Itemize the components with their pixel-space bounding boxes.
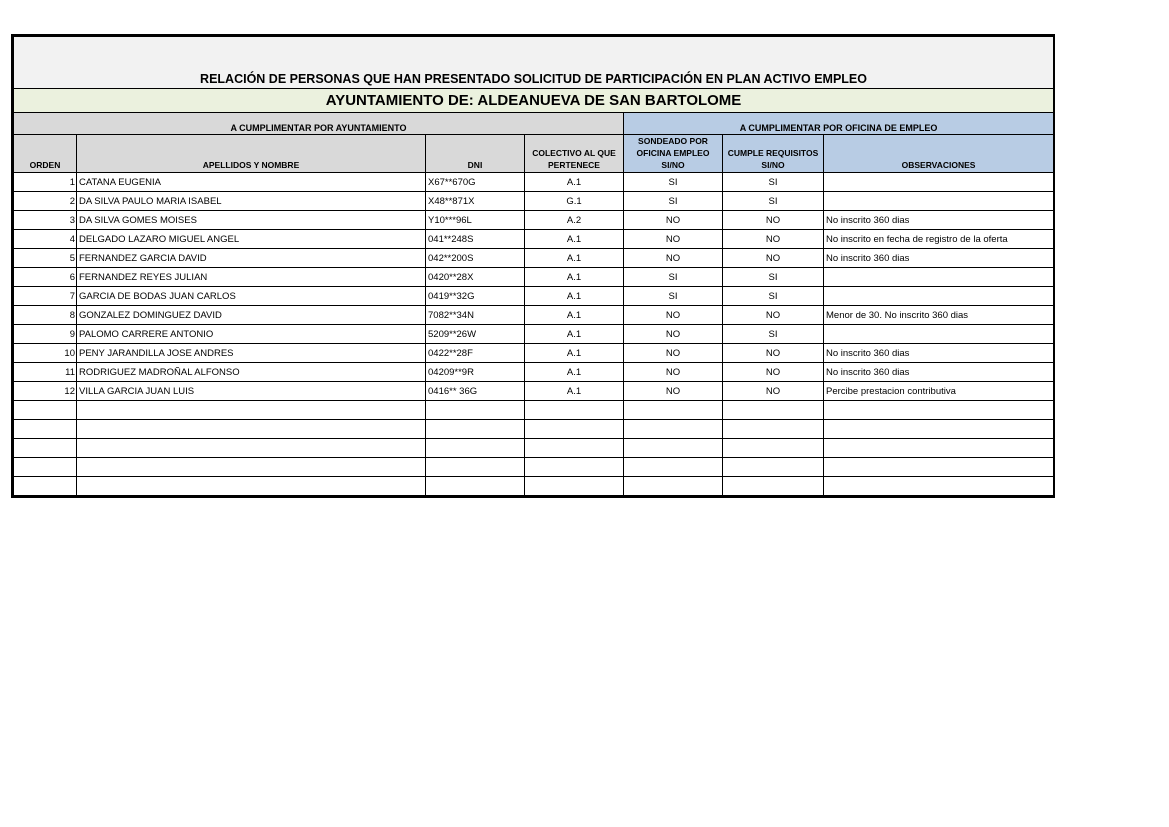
cell-colectivo[interactable]: A.2 [525,211,624,230]
cell-colectivo[interactable] [525,420,624,439]
cell-colectivo[interactable]: A.1 [525,344,624,363]
cell-nombre[interactable] [77,439,426,458]
document-title: RELACIÓN DE PERSONAS QUE HAN PRESENTADO SOLICITUD DE PARTICIPACIÓN EN PLAN ACTIVO EMPLEO [14,37,1054,89]
cell-colectivo[interactable]: A.1 [525,306,624,325]
cell-observaciones[interactable] [824,439,1054,458]
cell-cumple-requisitos[interactable]: SI [723,173,824,192]
cell-sondeado[interactable]: SI [624,287,723,306]
cell-sondeado[interactable]: NO [624,211,723,230]
cell-cumple-requisitos[interactable]: NO [723,306,824,325]
table-row [14,306,1054,325]
cell-nombre[interactable]: VILLA GARCIA JUAN LUIS [77,382,426,401]
cell-nombre[interactable]: GARCIA DE BODAS JUAN CARLOS [77,287,426,306]
cell-nombre[interactable]: DELGADO LAZARO MIGUEL ANGEL [77,230,426,249]
cell-sondeado[interactable]: SI [624,192,723,211]
cell-orden[interactable]: 4 [14,230,77,249]
cell-nombre[interactable]: DA SILVA PAULO MARIA ISABEL [77,192,426,211]
cell-colectivo[interactable] [525,458,624,477]
cell-orden[interactable] [14,439,77,458]
cell-colectivo[interactable]: A.1 [525,382,624,401]
header-observaciones: OBSERVACIONES [824,135,1054,173]
cell-orden[interactable] [14,477,77,496]
cell-observaciones[interactable]: Menor de 30. No inscrito 360 dias [824,306,1054,325]
cell-sondeado[interactable]: NO [624,382,723,401]
cell-colectivo[interactable]: A.1 [525,325,624,344]
cell-cumple-requisitos[interactable] [723,477,824,496]
cell-colectivo[interactable] [525,477,624,496]
cell-dni[interactable]: 0416** 36G [426,382,525,401]
cell-cumple-requisitos[interactable]: NO [723,211,824,230]
cell-colectivo[interactable] [525,401,624,420]
cell-observaciones[interactable] [824,458,1054,477]
cell-orden[interactable] [14,401,77,420]
cell-dni[interactable]: 042**200S [426,249,525,268]
cell-cumple-requisitos[interactable]: SI [723,325,824,344]
cell-orden[interactable]: 7 [14,287,77,306]
cell-observaciones[interactable] [824,401,1054,420]
cell-dni[interactable] [426,401,525,420]
cell-cumple-requisitos[interactable]: NO [723,382,824,401]
cell-dni[interactable]: X48**871X [426,192,525,211]
cell-orden[interactable]: 5 [14,249,77,268]
cell-dni[interactable] [426,420,525,439]
cell-dni[interactable]: 0419**32G [426,287,525,306]
table-row [14,192,1054,211]
cell-dni[interactable] [426,439,525,458]
cell-orden[interactable]: 11 [14,363,77,382]
cell-orden[interactable]: 1 [14,173,77,192]
cell-sondeado[interactable]: SI [624,268,723,287]
table-row [14,325,1054,344]
table-row [14,477,1054,496]
cell-sondeado[interactable] [624,401,723,420]
cell-cumple-requisitos[interactable] [723,439,824,458]
header-sondeado: SONDEADO POR OFICINA EMPLEO SI/NO [624,135,723,173]
cell-observaciones[interactable] [824,287,1054,306]
cell-dni[interactable] [426,458,525,477]
cell-dni[interactable]: 0422**28F [426,344,525,363]
cell-sondeado[interactable] [624,439,723,458]
cell-nombre[interactable]: FERNANDEZ REYES JULIAN [77,268,426,287]
table-row [14,287,1054,306]
cell-nombre[interactable]: GONZALEZ DOMINGUEZ DAVID [77,306,426,325]
cell-dni[interactable]: X67**670G [426,173,525,192]
ayuntamiento-title: AYUNTAMIENTO DE: ALDEANUEVA DE SAN BARTOLOME [14,89,1054,113]
table-row [14,249,1054,268]
cell-orden[interactable]: 12 [14,382,77,401]
header-dni: DNI [426,135,525,173]
cell-orden[interactable]: 6 [14,268,77,287]
cell-nombre[interactable]: DA SILVA GOMES MOISES [77,211,426,230]
cell-colectivo[interactable]: A.1 [525,363,624,382]
cell-colectivo[interactable]: A.1 [525,287,624,306]
cell-nombre[interactable]: PENY JARANDILLA JOSE ANDRES [77,344,426,363]
section-oficina-empleo: A CUMPLIMENTAR POR OFICINA DE EMPLEO [624,113,1054,135]
cell-cumple-requisitos[interactable]: NO [723,249,824,268]
header-colectivo: COLECTIVO AL QUE PERTENECE [525,135,624,173]
cell-observaciones[interactable] [824,325,1054,344]
table-row [14,344,1054,363]
cell-cumple-requisitos[interactable]: SI [723,287,824,306]
header-nombre: APELLIDOS Y NOMBRE [77,135,426,173]
cell-cumple-requisitos[interactable]: SI [723,192,824,211]
cell-observaciones[interactable]: No inscrito 360 dias [824,344,1054,363]
cell-sondeado[interactable]: NO [624,325,723,344]
cell-dni[interactable]: 04209**9R [426,363,525,382]
header-orden: ORDEN [14,135,77,173]
table-row [14,420,1054,439]
cell-dni[interactable] [426,477,525,496]
table-row [14,439,1054,458]
cell-cumple-requisitos[interactable]: NO [723,230,824,249]
table-row [14,363,1054,382]
cell-nombre[interactable]: PALOMO CARRERE ANTONIO [77,325,426,344]
solicitudes-table [13,36,1054,496]
cell-observaciones[interactable] [824,192,1054,211]
cell-observaciones[interactable]: Percibe prestacion contributiva [824,382,1054,401]
cell-nombre[interactable]: RODRIGUEZ MADROÑAL ALFONSO [77,363,426,382]
cell-colectivo[interactable]: A.1 [525,249,624,268]
cell-orden[interactable] [14,420,77,439]
cell-dni[interactable]: 041**248S [426,230,525,249]
cell-nombre[interactable] [77,458,426,477]
cell-nombre[interactable]: CATANA EUGENIA [77,173,426,192]
cell-orden[interactable]: 10 [14,344,77,363]
cell-sondeado[interactable] [624,458,723,477]
cell-colectivo[interactable]: G.1 [525,192,624,211]
cell-observaciones[interactable] [824,173,1054,192]
cell-cumple-requisitos[interactable] [723,420,824,439]
cell-nombre[interactable] [77,401,426,420]
cell-orden[interactable]: 8 [14,306,77,325]
cell-cumple-requisitos[interactable] [723,458,824,477]
cell-dni[interactable]: 7082**34N [426,306,525,325]
cell-dni[interactable]: 5209**26W [426,325,525,344]
column-headers [14,135,1054,173]
cell-orden[interactable]: 9 [14,325,77,344]
cell-sondeado[interactable]: NO [624,363,723,382]
cell-colectivo[interactable]: A.1 [525,268,624,287]
cell-orden[interactable] [14,458,77,477]
cell-observaciones[interactable] [824,477,1054,496]
cell-dni[interactable]: Y10***96L [426,211,525,230]
cell-sondeado[interactable] [624,420,723,439]
table-row [14,401,1054,420]
cell-nombre[interactable] [77,477,426,496]
cell-nombre[interactable]: FERNANDEZ GARCIA DAVID [77,249,426,268]
cell-colectivo[interactable] [525,439,624,458]
header-cumple-requisitos: CUMPLE REQUISITOS SI/NO [723,135,824,173]
cell-observaciones[interactable] [824,268,1054,287]
table-row [14,268,1054,287]
spreadsheet [11,34,1055,498]
table-row [14,230,1054,249]
cell-observaciones[interactable]: No inscrito 360 dias [824,363,1054,382]
table-row [14,173,1054,192]
cell-cumple-requisitos[interactable]: SI [723,268,824,287]
cell-sondeado[interactable]: NO [624,249,723,268]
cell-observaciones[interactable]: No inscrito en fecha de registro de la oferta [824,230,1054,249]
cell-sondeado[interactable]: NO [624,230,723,249]
cell-sondeado[interactable]: SI [624,173,723,192]
cell-observaciones[interactable]: No inscrito 360 dias [824,211,1054,230]
table-row [14,382,1054,401]
cell-sondeado[interactable] [624,477,723,496]
cell-cumple-requisitos[interactable] [723,401,824,420]
table-row [14,211,1054,230]
cell-nombre[interactable] [77,420,426,439]
cell-orden[interactable]: 3 [14,211,77,230]
cell-colectivo[interactable]: A.1 [525,173,624,192]
cell-sondeado[interactable]: NO [624,344,723,363]
cell-cumple-requisitos[interactable]: NO [723,344,824,363]
cell-observaciones[interactable] [824,420,1054,439]
cell-sondeado[interactable]: NO [624,306,723,325]
cell-cumple-requisitos[interactable]: NO [723,363,824,382]
table-row [14,458,1054,477]
cell-orden[interactable]: 2 [14,192,77,211]
cell-colectivo[interactable]: A.1 [525,230,624,249]
cell-observaciones[interactable]: No inscrito 360 dias [824,249,1054,268]
section-ayuntamiento: A CUMPLIMENTAR POR AYUNTAMIENTO [14,113,624,135]
cell-dni[interactable]: 0420**28X [426,268,525,287]
